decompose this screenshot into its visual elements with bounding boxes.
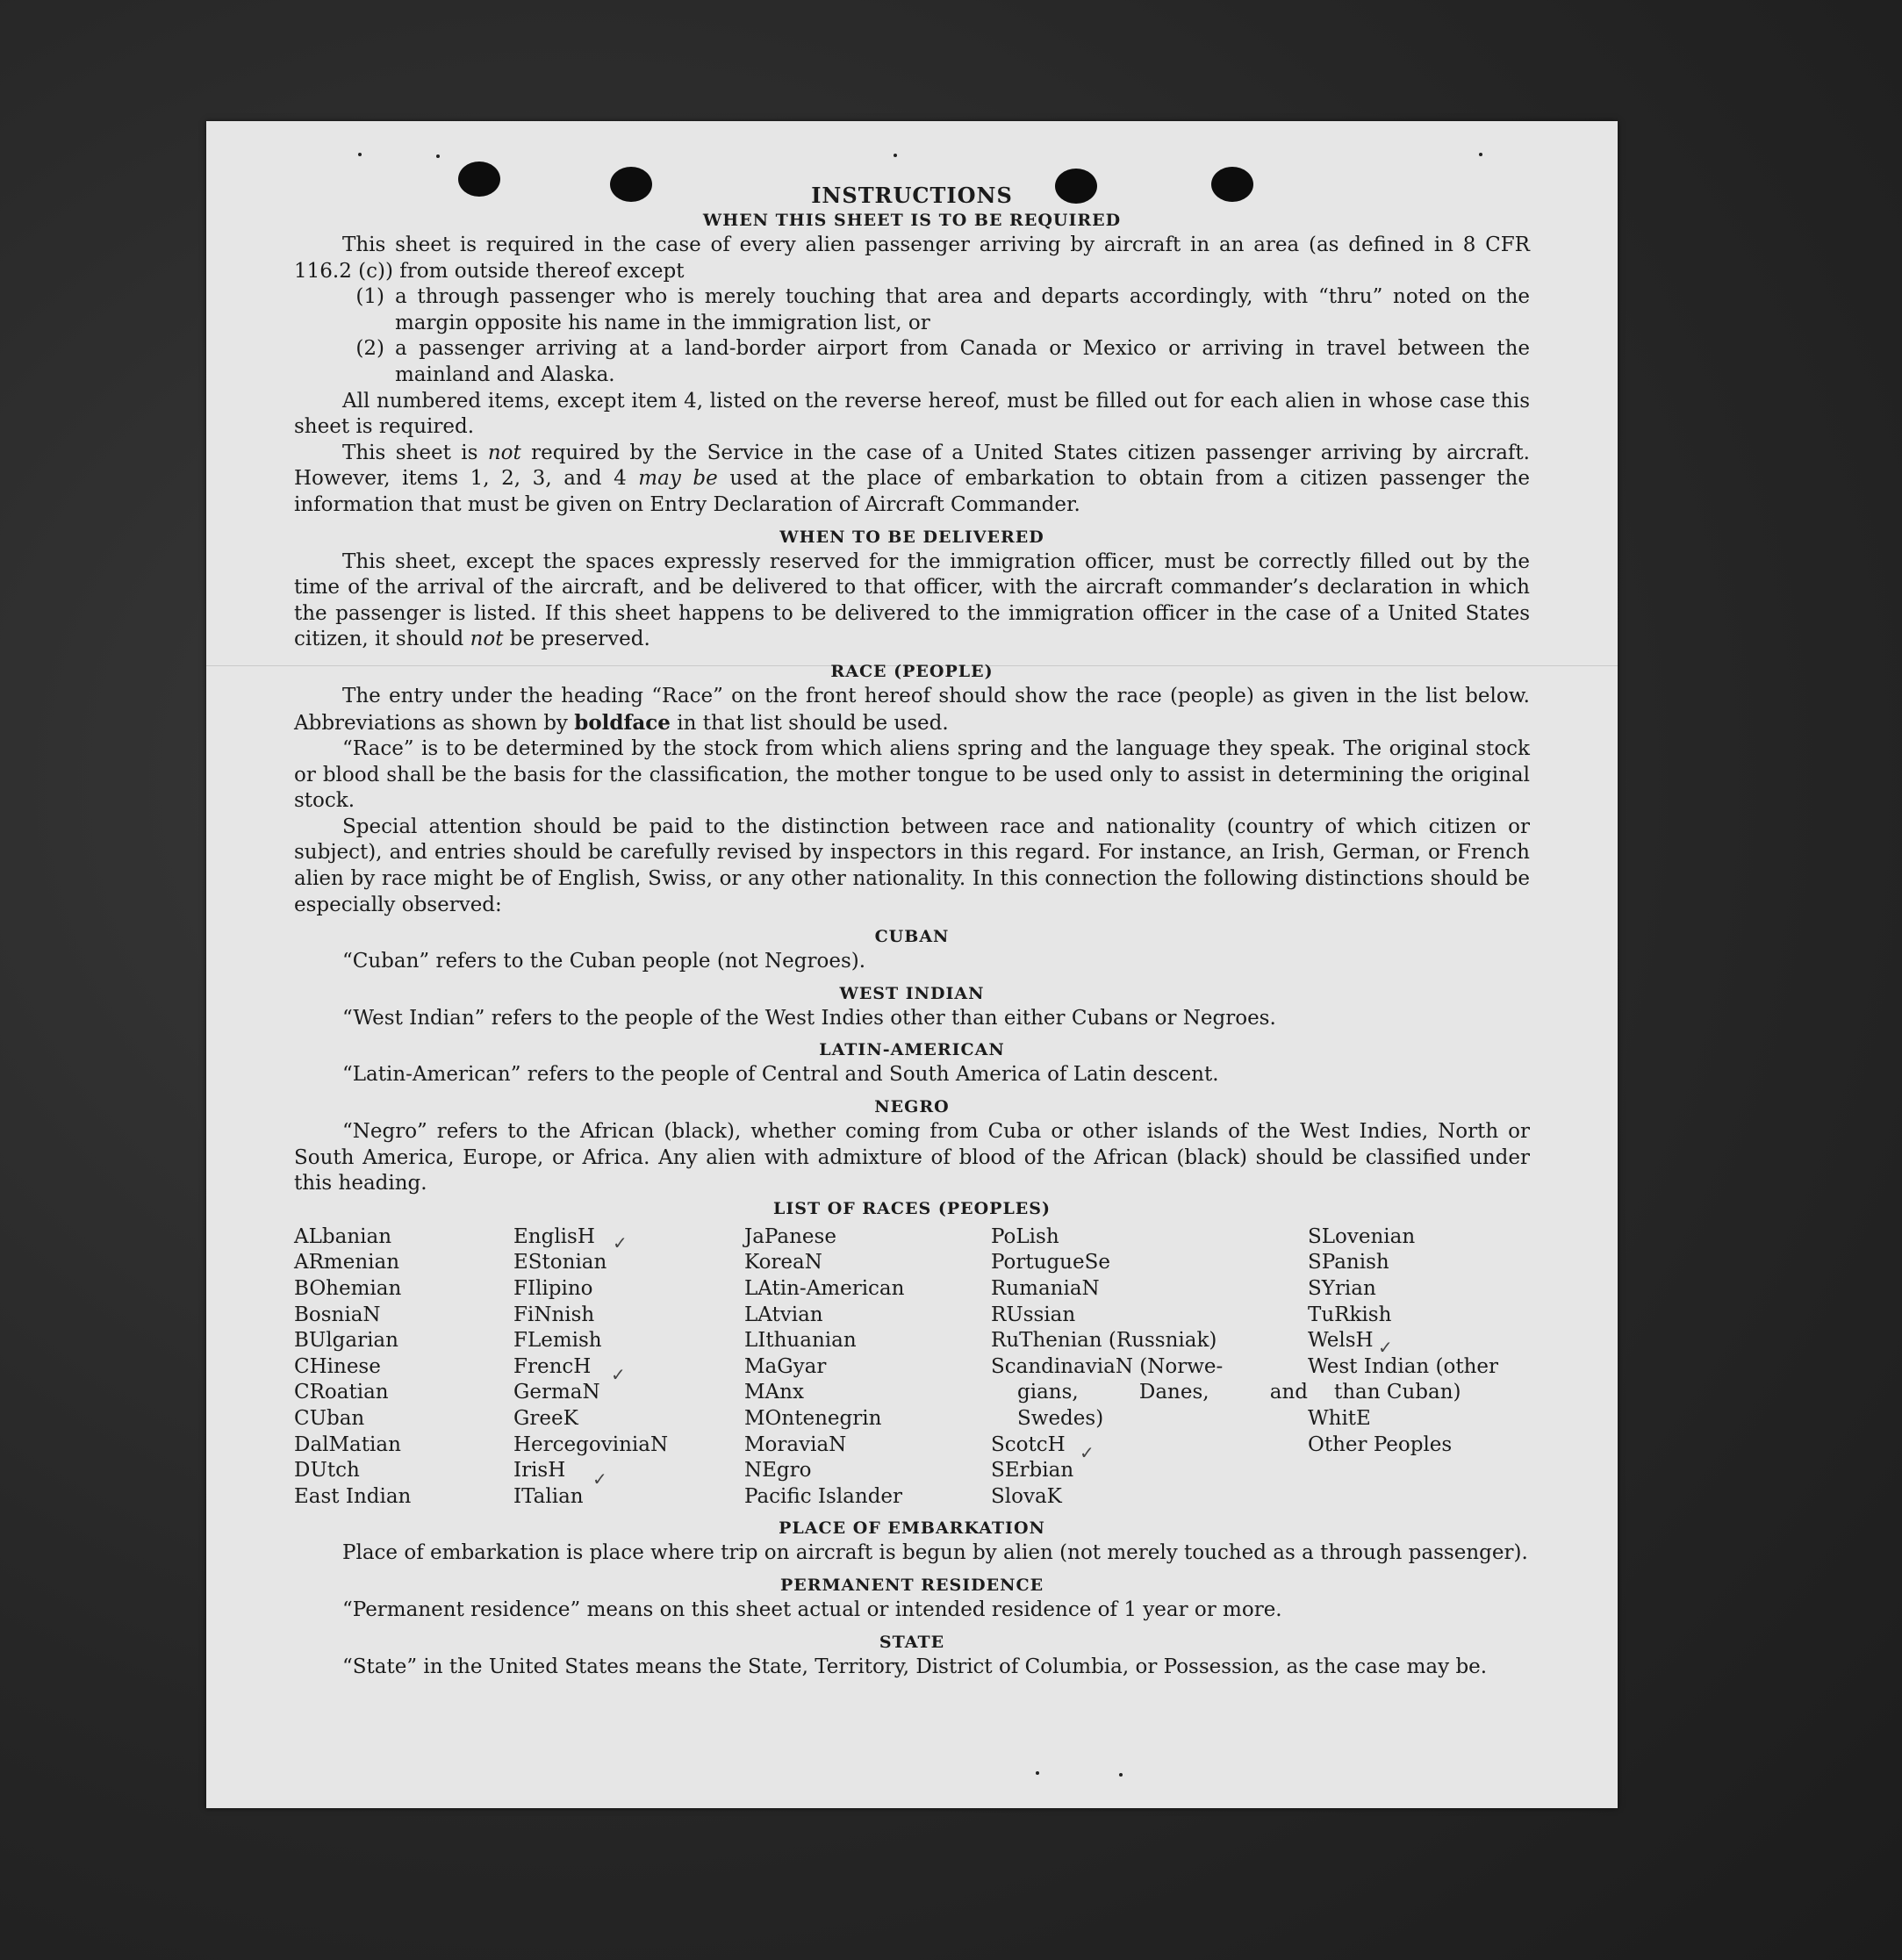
document-sheet [206,121,1618,1808]
heading-state: STATE [879,1632,945,1652]
race-entry: ARmenian [294,1251,400,1274]
race-entry: MaGyar [744,1354,827,1378]
race-entry: East Indian [294,1484,412,1508]
citizen-text-part: required by the Service in the case of a United States citizen passenger arriving by aircraft. However, items 1, 2, 3, and 4 [294,441,1530,491]
race-entry: SErbian [991,1459,1074,1483]
race-entry: DUtch [294,1459,360,1483]
races-column [513,1224,744,1511]
race-entry: CHinese [294,1354,381,1378]
race-entry: JaPanese [744,1224,836,1248]
race-entry: PoLish [991,1224,1059,1248]
race-entry: KoreaN [744,1251,822,1274]
citizen-text-part: This sheet is [342,441,488,464]
check-mark-icon: ✓ [1378,1337,1393,1358]
exception-number: (1) [355,285,384,309]
speck [1036,1771,1039,1775]
race-entry-continuation: than Cuban) [1334,1381,1461,1404]
race-entry: BUlgarian [294,1329,398,1353]
race-entry: WhitE [1308,1406,1371,1430]
permanent-residence-text: “Permanent residence” means on this sheet actual or intended residence of 1 year or more. [342,1597,1282,1621]
page-title: INSTRUCTIONS [811,183,1013,208]
race-entry: HercegoviniaN [513,1432,669,1456]
race-entry: RuThenian (Russniak) [991,1329,1217,1353]
race-paragraph-1 [294,684,1530,736]
race-entry: LAtin-American [744,1277,905,1300]
heading-latin-american: LATIN-AMERICAN [819,1040,1005,1060]
exception-item [294,336,1530,388]
heading-cuban: CUBAN [874,927,950,947]
speck [1119,1773,1123,1777]
race-entry: Other Peoples [1308,1432,1453,1456]
check-mark-icon: ✓ [613,1232,628,1253]
race-entry: West Indian (other [1308,1354,1499,1378]
when-required-intro: This sheet is required in the case of every alien passenger arriving by aircraft in an area (as defined in 8 CFR 116.2 (c)) from outside thereof except [294,233,1530,283]
race-entry: SPanish [1308,1251,1389,1274]
exception-item [294,284,1530,336]
race-entry: MAnx [744,1381,804,1404]
race-entry: SYrian [1308,1277,1376,1300]
races-column [744,1224,991,1511]
speck [358,153,362,156]
citizen-text-part: used at the place of embarkation to obtain from a citizen passenger the information that must be given on Entry Declaration of Aircraft Commander. [294,467,1530,516]
race-entry: ALbanian [294,1224,392,1248]
check-mark-icon: ✓ [1080,1442,1095,1463]
delivered-text-part: This sheet, except the spaces expressly reserved for the immigration officer, must be correctly filled out by the time of the arrival of the aircraft, and be delivered to that officer, with the aircraft commander’s declaration in which the passenger is listed. If this sheet happens to be delivered to the immigration officer in the case of a United States citizen, it should [294,549,1530,651]
race-entry: RUssian [991,1303,1076,1326]
race-entry: ScandinaviaN (Norwe- [991,1354,1224,1378]
exception-number: (2) [355,337,384,361]
race-entry: TuRkish [1308,1303,1392,1326]
races-column [1308,1224,1530,1511]
latin-american-text: “Latin-American” refers to the people of Central and South America of Latin descent. [342,1063,1219,1087]
race-text-part: in that list should be used. [670,711,949,735]
race-entry: EnglisH [513,1224,595,1248]
race-entry: EStonian [513,1251,607,1274]
citizen-paragraph [294,441,1530,519]
heading-race: RACE (PEOPLE) [830,661,994,681]
race-entry: SLovenian [1308,1224,1416,1248]
heading-negro: NEGRO [874,1097,950,1117]
speck [436,154,440,158]
heading-when-required: WHEN THIS SHEET IS TO BE REQUIRED [702,211,1122,230]
heading-west-indian: WEST INDIAN [839,983,985,1003]
cuban-text: “Cuban” refers to the Cuban people (not Negroes). [342,950,866,973]
exception-text: a through passenger who is merely touching that area and departs accordingly, with “thru” noted on the margin opposite his name in the immigration list, or [395,285,1530,334]
race-paragraph-2: “Race” is to be determined by the stock from which aliens spring and the language they speak. The original stock or blood shall be the basis for the classification, the mother tongue to be used only to assist in determining the original stock. [294,737,1530,813]
speck [1479,153,1482,156]
race-entry: RumaniaN [991,1277,1100,1300]
race-entry: ITalian [513,1484,584,1508]
when-delivered-text [294,549,1530,653]
race-entry: WelsH [1308,1329,1374,1353]
negro-text: “Negro” refers to the African (black), whether coming from Cuba or other islands of the West Indies, North or South America, Europe, or Africa. Any alien with admixture of blood of the African (black) should be classified under this heading. [294,1120,1530,1195]
race-entry: CRoatian [294,1381,389,1404]
race-entry: SlovaK [991,1484,1062,1508]
check-mark-icon: ✓ [611,1364,626,1385]
race-entry: GermaN [513,1381,600,1404]
races-column [991,1224,1308,1511]
race-paragraph-3: Special attention should be paid to the distinction between race and nationality (country of which citizen or subject), and entries should be carefully revised by inspectors in this regard. For instance, an Irish, German, or French alien by race might be of English, Swiss, or any other nationality. In this connection the following distinctions should be especially observed: [294,815,1530,916]
race-entry: CUban [294,1406,365,1430]
race-entry: MoraviaN [744,1432,847,1456]
race-entry: MOntenegrin [744,1406,882,1430]
numbered-items-paragraph: All numbered items, except item 4, listed on the reverse hereof, must be filled out for each alien in whose case this sheet is required. [294,389,1530,439]
heading-list-of-races: LIST OF RACES (PEOPLES) [773,1198,1051,1218]
race-entry: GreeK [513,1406,578,1430]
heading-permanent-residence: PERMANENT RESIDENCE [779,1575,1044,1595]
race-entry: IrisH [513,1459,566,1483]
exception-text: a passenger arriving at a land-border airport from Canada or Mexico or arriving in travel between the mainland and Alaska. [395,337,1530,386]
race-entry: FLemish [513,1329,602,1353]
race-entry: Pacific Islander [744,1484,903,1508]
race-entry: BosniaN [294,1303,381,1326]
west-indian-text: “West Indian” refers to the people of the West Indies other than either Cubans or Negroes. [342,1006,1276,1030]
race-entry: LIthuanian [744,1329,857,1353]
race-text-part: The entry under the heading “Race” on the front hereof should show the race (people) as given in the list below. Abbreviations as shown by [294,684,1530,735]
race-entry: DalMatian [294,1432,401,1456]
heading-place-of-embarkation: PLACE OF EMBARKATION [779,1518,1045,1539]
heading-when-delivered: WHEN TO BE DELIVERED [779,527,1044,547]
place-of-embarkation-text: Place of embarkation is place where trip on aircraft is begun by alien (not merely touched as a through passenger). [342,1541,1528,1565]
race-entry-continuation: gians, Danes, and [1017,1381,1308,1404]
speck [894,154,897,157]
races-column [294,1224,513,1511]
race-entry: LAtvian [744,1303,823,1326]
emphasis-may-be: may be [638,467,718,491]
state-text: “State” in the United States means the State, Territory, District of Columbia, or Possession, as the case may be. [342,1655,1488,1678]
race-entry: ScotcH [991,1432,1066,1456]
delivered-text-part: be preserved. [503,628,650,651]
race-entry: FIlipino [513,1277,593,1300]
race-entry: FiNnish [513,1303,595,1326]
race-entry: BOhemian [294,1277,402,1300]
race-entry-continuation: Swedes) [1017,1406,1104,1430]
check-mark-icon: ✓ [592,1468,607,1490]
emphasis-not: not [470,628,504,651]
race-entry: NEgro [744,1459,812,1483]
race-entry: FrencH [513,1354,592,1378]
race-entry: PortugueSe [991,1251,1110,1274]
boldface-word: boldface [574,710,671,735]
emphasis-not: not [487,441,521,464]
instructions-content [294,183,1530,1680]
races-list [294,1224,1530,1511]
